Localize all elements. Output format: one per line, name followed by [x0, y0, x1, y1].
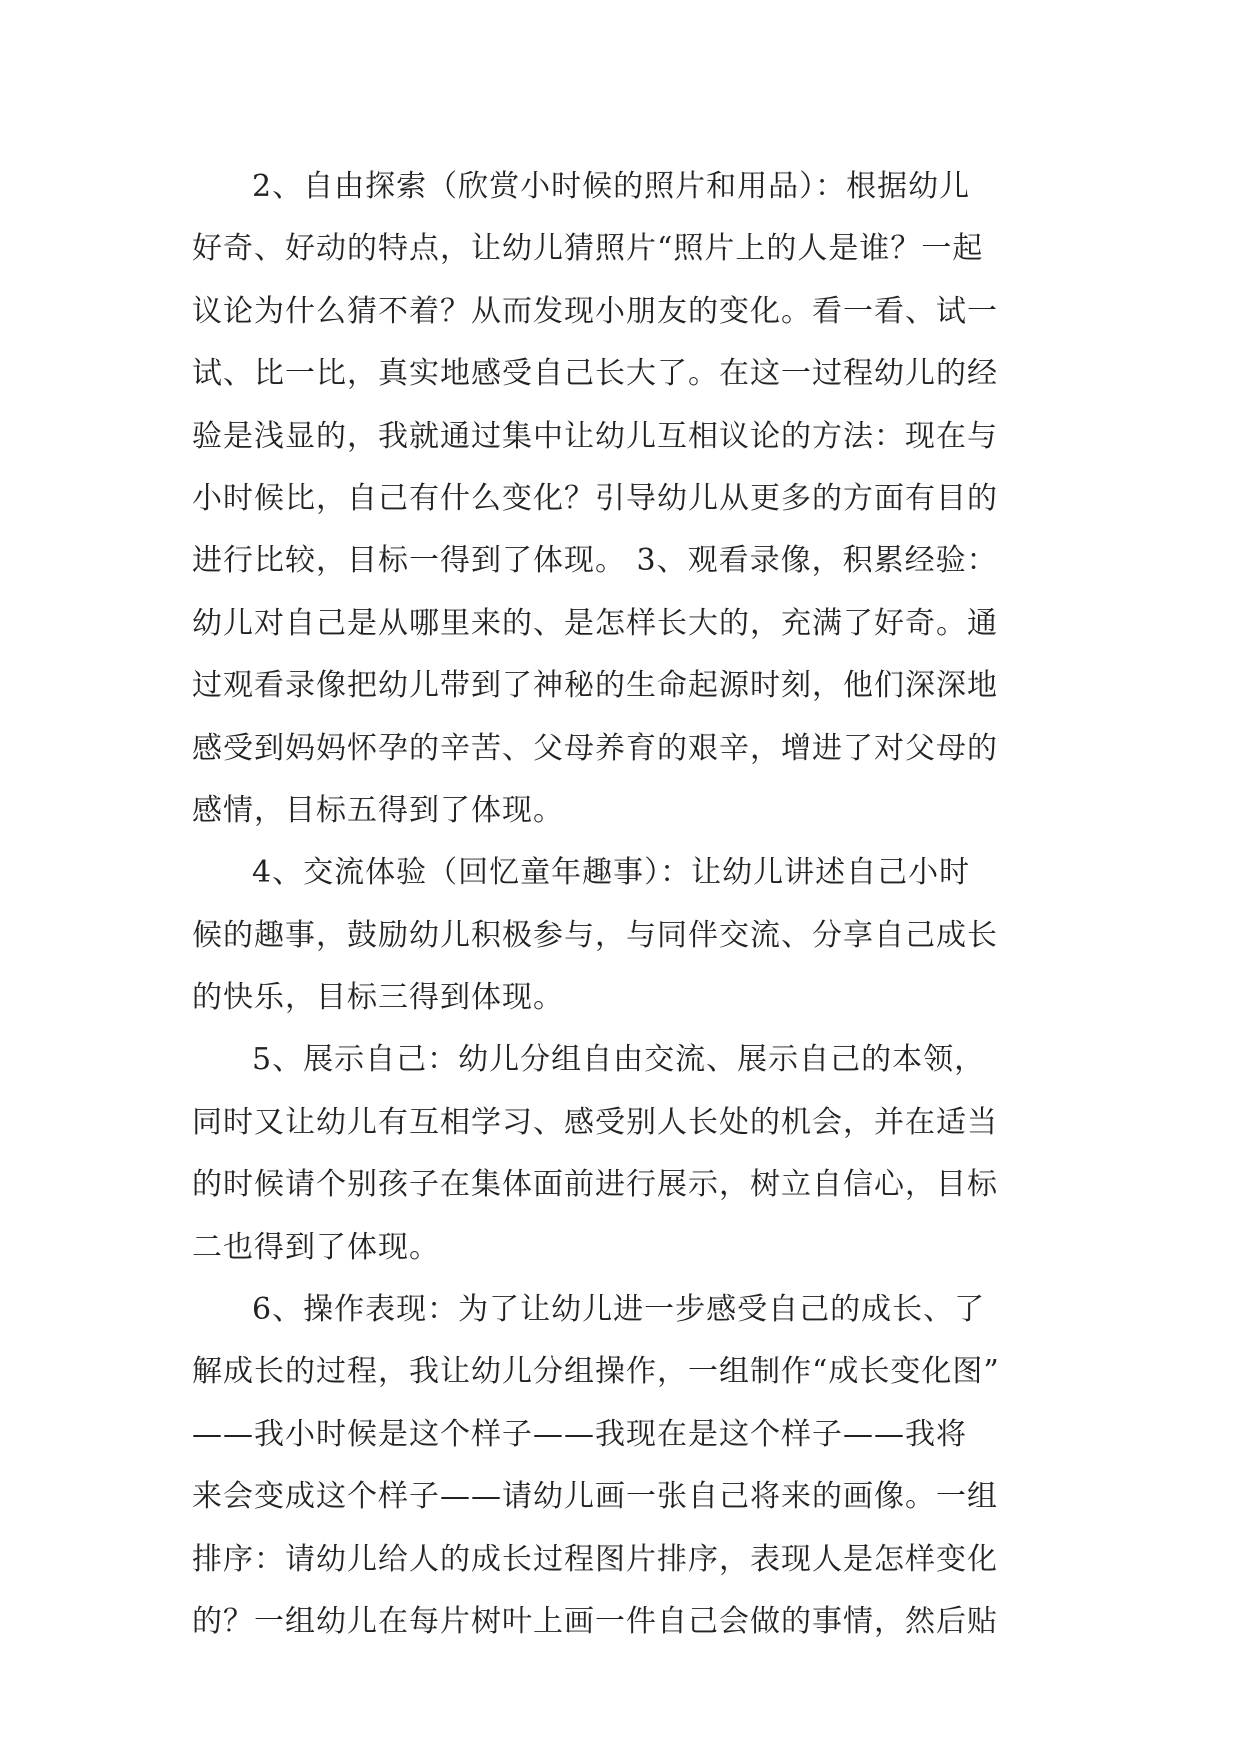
paragraph-6-line-4: 来会变成这个样子——请幼儿画一张自己将来的画像。一组	[192, 1479, 998, 1515]
paragraph-2-line-3: 议论为什么猜不着？从而发现小朋友的变化。看一看、试一	[192, 293, 998, 329]
paragraph-4-line-2: 候的趣事，鼓励幼儿积极参与，与同伴交流、分享自己成长	[192, 917, 998, 953]
paragraph-5-line-2: 同时又让幼儿有互相学习、感受别人长处的机会，并在适当	[192, 1104, 998, 1140]
paragraph-4-line-3: 的快乐，目标三得到体现。	[192, 980, 564, 1016]
paragraph-2-line-10: 感受到妈妈怀孕的辛苦、父母养育的艰辛，增进了对父母的	[192, 730, 998, 766]
paragraph-6-line-1: 6、操作表现：为了让幼儿进一步感受自己的成长、了	[252, 1292, 986, 1328]
paragraph-4-line-1: 4、交流体验（回忆童年趣事）：让幼儿讲述自己小时	[252, 855, 971, 891]
paragraph-6-line-2: 解成长的过程，我让幼儿分组操作，一组制作“成长变化图”	[192, 1354, 1000, 1390]
paragraph-2-line-9: 过观看录像把幼儿带到了神秘的生命起源时刻，他们深深地	[192, 668, 998, 704]
paragraph-2-line-8: 幼儿对自己是从哪里来的、是怎样长大的，充满了好奇。通	[192, 605, 998, 641]
paragraph-2-line-5: 验是浅显的，我就通过集中让幼儿互相议论的方法：现在与	[192, 418, 998, 454]
paragraph-2-line-4: 试、比一比，真实地感受自己长大了。在这一过程幼儿的经	[192, 356, 998, 392]
paragraph-6-line-3: ——我小时候是这个样子——我现在是这个样子——我将	[192, 1416, 967, 1452]
paragraph-2-line-7: 进行比较，目标一得到了体现。 3、观看录像，积累经验：	[192, 543, 998, 579]
paragraph-2-line-11: 感情，目标五得到了体现。	[192, 792, 564, 828]
paragraph-2-line-1: 2、自由探索（欣赏小时候的照片和用品）：根据幼儿	[252, 169, 971, 204]
paragraph-6-line-6: 的？一组幼儿在每片树叶上画一件自己会做的事情，然后贴	[192, 1603, 998, 1639]
paragraph-5-line-3: 的时候请个别孩子在集体面前进行展示，树立自信心，目标	[192, 1167, 998, 1203]
paragraph-2-line-6: 小时候比，自己有什么变化？引导幼儿从更多的方面有目的	[192, 480, 998, 516]
paragraph-5-line-4: 二也得到了体现。	[192, 1229, 440, 1265]
paragraph-5-line-1: 5、展示自己：幼儿分组自由交流、展示自己的本领，	[252, 1042, 986, 1078]
paragraph-2-line-2: 好奇、好动的特点，让幼儿猜照片“照片上的人是谁？一起	[192, 231, 984, 267]
paragraph-6-line-5: 排序：请幼儿给人的成长过程图片排序，表现人是怎样变化	[192, 1541, 998, 1577]
body-text	[192, 156, 1064, 1653]
